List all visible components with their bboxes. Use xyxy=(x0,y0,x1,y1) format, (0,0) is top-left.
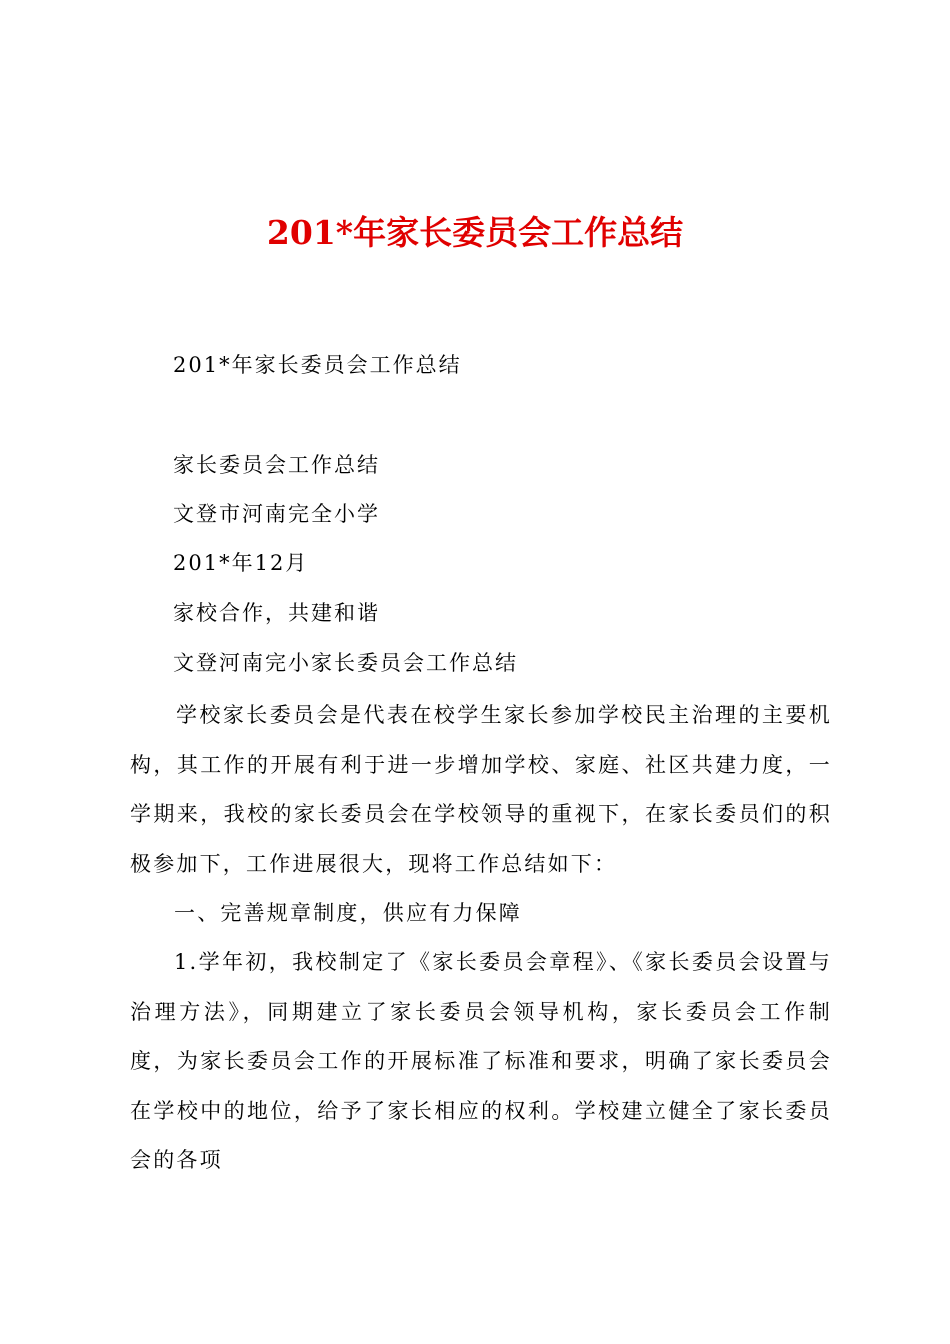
document-title: 201*年家长委员会工作总结 xyxy=(266,213,684,252)
intro-paragraph: 学校家长委员会是代表在校学生家长参加学校民主治理的主要机构，其工作的开展有利于进一步增加学校、家庭、社区共建力度，一学期来，我校的家长委员会在学校领导的重视下，在家长委员们的积极参加下，工作进展很大，现将工作总结如下： xyxy=(130,703,832,876)
slogan-line: 家校合作，共建和谐 xyxy=(173,601,380,625)
date-line: 201*年12月 xyxy=(173,551,309,575)
school-name-line: 文登市河南完全小学 xyxy=(173,502,380,526)
item-one-paragraph: 1.学年初，我校制定了《家长委员会章程》、《家长委员会设置与治理方法》，同期建立了家长委员会领导机构，家长委员会工作制度，为家长委员会工作的开展标准了标准和要求，明确了家长委员会在学校中的地位，给予了家长相应的权利。学校建立健全了家长委员会的各项 xyxy=(130,950,832,1172)
report-name-line: 家长委员会工作总结 xyxy=(173,453,380,477)
subtitle-line: 201*年家长委员会工作总结 xyxy=(173,353,462,377)
section-heading-line: 文登河南完小家长委员会工作总结 xyxy=(173,651,518,675)
section-one-heading: 一、完善规章制度，供应有力保障 xyxy=(174,901,522,925)
